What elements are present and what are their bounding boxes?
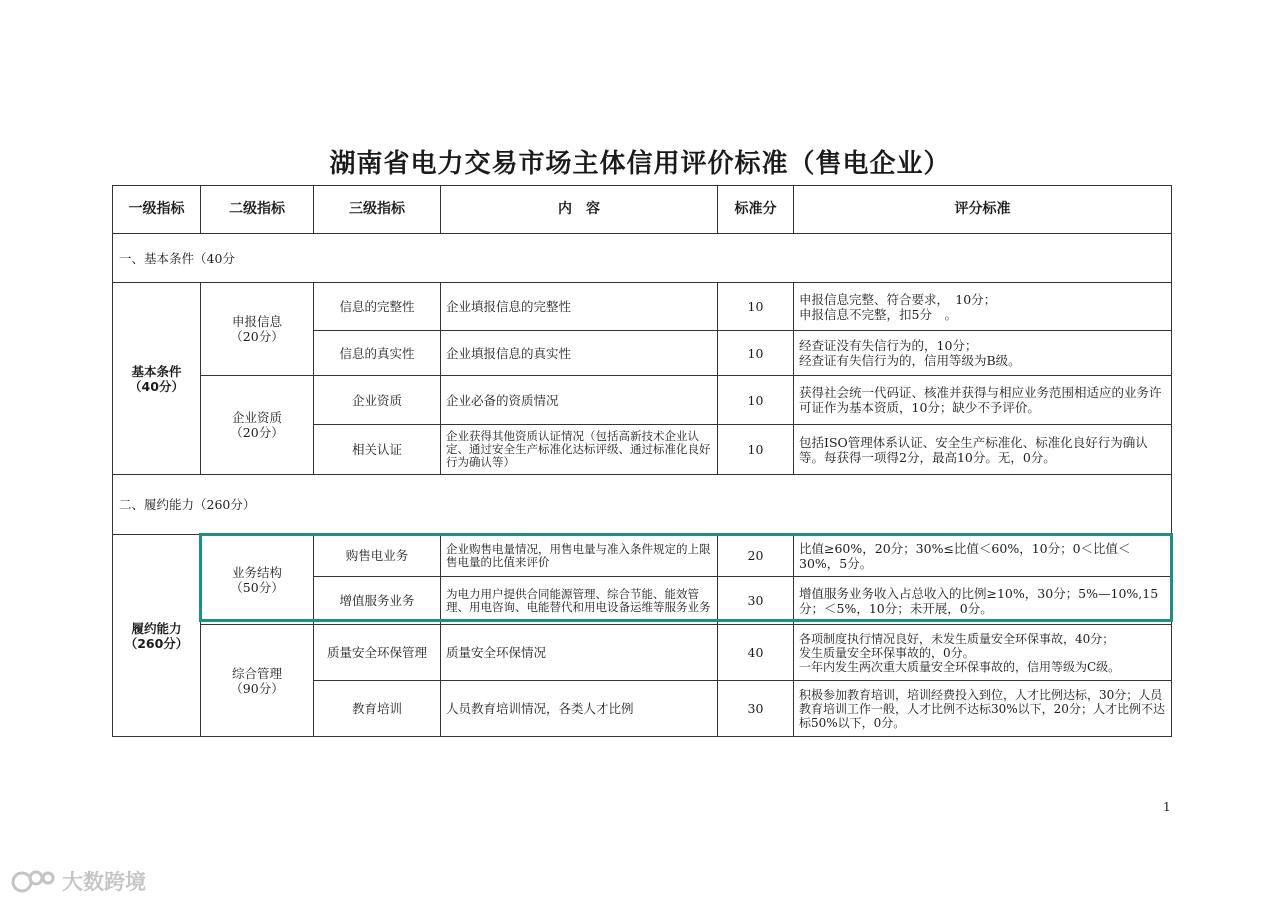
content-cell: 企业必备的资质情况 xyxy=(441,376,718,425)
score-cell: 10 xyxy=(718,376,794,425)
level3-cell: 信息的完整性 xyxy=(314,283,441,331)
section2-label: 二、履约能力（260分） xyxy=(113,475,1172,535)
watermark-logo-icon xyxy=(10,867,56,895)
table-row xyxy=(113,283,1172,331)
score-cell: 10 xyxy=(718,425,794,475)
criteria-cell: 积极参加教育培训，培训经费投入到位，人才比例达标，30分；人员教育培训工作一般，人才比例不达标30%以下，20分；人才比例不达标50%以下，0分。 xyxy=(794,681,1172,737)
level1-basic: 基本条件 （40分） xyxy=(113,283,201,475)
section-row xyxy=(113,234,1172,283)
content-cell: 人员教育培训情况，各类人才比例 xyxy=(441,681,718,737)
level3-cell: 质量安全环保管理 xyxy=(314,625,441,681)
criteria-cell: 申报信息完整、符合要求， 10分； 申报信息不完整，扣5分 。 xyxy=(794,283,1172,331)
level3-cell: 教育培训 xyxy=(314,681,441,737)
section1-label: 一、基本条件（40分 xyxy=(113,234,1172,283)
credit-evaluation-table xyxy=(112,185,1172,737)
level2-cell: 综合管理 （90分） xyxy=(201,625,314,737)
score-cell: 40 xyxy=(718,625,794,681)
page-number: 1 xyxy=(1163,800,1171,814)
document-title: 湖南省电力交易市场主体信用评价标准（售电企业） xyxy=(329,149,951,179)
header-score: 标准分 xyxy=(718,186,794,234)
level2-cell: 申报信息 （20分） xyxy=(201,283,314,376)
score-cell: 20 xyxy=(718,535,794,577)
level3-cell: 相关认证 xyxy=(314,425,441,475)
level1-performance: 履约能力 （260分） xyxy=(113,535,201,737)
criteria-cell: 增值服务业务收入占总收入的比例≥10%，30分；5%—10%,15分；＜5%，10分；未开展，0分。 xyxy=(794,577,1172,625)
header-criteria: 评分标准 xyxy=(794,186,1172,234)
level3-cell: 企业资质 xyxy=(314,376,441,425)
table-row xyxy=(113,535,1172,577)
watermark xyxy=(10,866,146,896)
criteria-cell: 经查证没有失信行为的，10分； 经查证有失信行为的，信用等级为B级。 xyxy=(794,331,1172,376)
criteria-cell: 比值≥60%，20分；30%≤比值＜60%，10分；0＜比值＜30%，5分。 xyxy=(794,535,1172,577)
score-cell: 30 xyxy=(718,577,794,625)
table-row xyxy=(113,376,1172,425)
level2-cell: 企业资质 （20分） xyxy=(201,376,314,475)
level3-cell: 增值服务业务 xyxy=(314,577,441,625)
header-content: 内 容 xyxy=(441,186,718,234)
score-cell: 10 xyxy=(718,331,794,376)
section-row xyxy=(113,475,1172,535)
criteria-cell: 包括ISO管理体系认证、安全生产标准化、标准化良好行为确认等。每获得一项得2分，最高10分。无，0分。 xyxy=(794,425,1172,475)
level3-cell: 购售电业务 xyxy=(314,535,441,577)
level2-cell: 业务结构 （50分） xyxy=(201,535,314,625)
content-cell: 企业购售电量情况，用售电量与准入条件规定的上限售电量的比值来评价 xyxy=(441,535,718,577)
header-level2: 二级指标 xyxy=(201,186,314,234)
content-cell: 为电力用户提供合同能源管理、综合节能、能效管理、用电咨询、电能替代和用电设备运维等服务业务 xyxy=(441,577,718,625)
content-cell: 企业填报信息的真实性 xyxy=(441,331,718,376)
criteria-cell: 获得社会统一代码证、核准并获得与相应业务范围相适应的业务许可证作为基本资质，10分；缺少不予评价。 xyxy=(794,376,1172,425)
header-level3: 三级指标 xyxy=(314,186,441,234)
table-header-row xyxy=(113,186,1172,234)
header-level1: 一级指标 xyxy=(113,186,201,234)
score-cell: 10 xyxy=(718,283,794,331)
table-row xyxy=(113,625,1172,681)
criteria-cell: 各项制度执行情况良好，未发生质量安全环保事故，40分； 发生质量安全环保事故的，0分。 一年内发生两次重大质量安全环保事故的，信用等级为C级。 xyxy=(794,625,1172,681)
level3-cell: 信息的真实性 xyxy=(314,331,441,376)
content-cell: 企业获得其他资质认证情况（包括高新技术企业认定、通过安全生产标准化达标评级、通过标准化良好行为确认等） xyxy=(441,425,718,475)
content-cell: 质量安全环保情况 xyxy=(441,625,718,681)
content-cell: 企业填报信息的完整性 xyxy=(441,283,718,331)
score-cell: 30 xyxy=(718,681,794,737)
watermark-text: 大数跨境 xyxy=(62,870,146,894)
